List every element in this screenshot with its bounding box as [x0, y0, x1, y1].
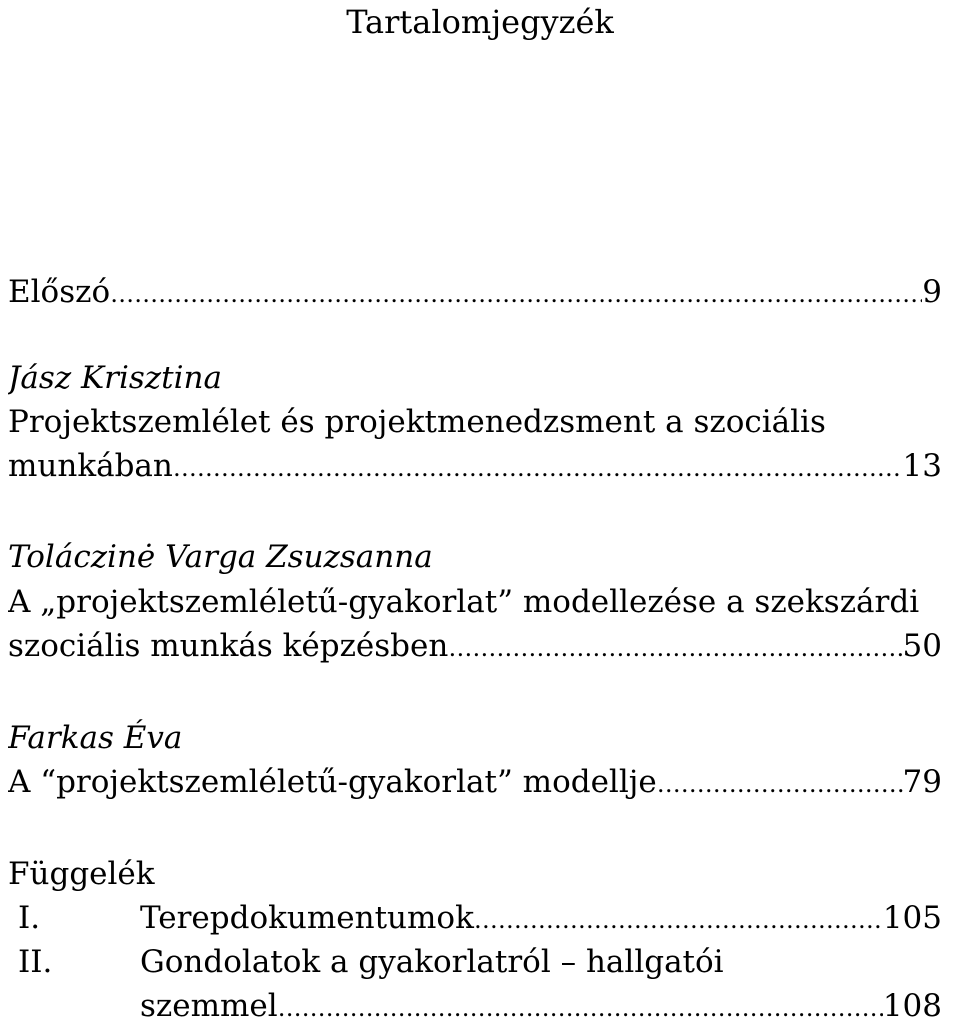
- entry-author: Toláczinė Varga Zsuzsanna: [8, 539, 433, 575]
- entry-author: Jász Krisztina: [8, 360, 222, 396]
- entry-title-cont: szociális munkás képzésben: [8, 628, 449, 664]
- dot-leader: [110, 272, 922, 314]
- page-title: Tartalomjegyzék: [346, 3, 614, 41]
- dot-leader: [173, 446, 903, 488]
- page-number: 108: [882, 988, 942, 1024]
- entry-author: Farkas Éva: [8, 720, 183, 756]
- appendix-item-number: I.: [18, 900, 41, 936]
- dot-leader: [657, 762, 903, 804]
- entry-title-cont: munkában: [8, 448, 173, 484]
- toc-entry-chapter-3: [8, 760, 942, 804]
- dot-leader: [474, 898, 883, 940]
- appendix-item-number: II.: [18, 944, 53, 980]
- dot-leader: [278, 986, 883, 1028]
- appendix-heading: Függelék: [8, 856, 155, 892]
- entry-title: A „projektszemléletű-gyakorlat” modellezése a szekszárdi: [8, 584, 920, 620]
- toc-entry-chapter-2: [8, 624, 942, 668]
- entry-title-cont: szemmel: [140, 988, 278, 1024]
- entry-title: Terepdokumentumok: [140, 900, 474, 936]
- page-number: 9: [922, 274, 942, 310]
- page-number: 13: [902, 448, 942, 484]
- toc-entry-appendix-2: [140, 984, 942, 1028]
- toc-entry-chapter-1: [8, 444, 942, 488]
- entry-title: Projektszemlélet és projektmenedzsment a szociális: [8, 404, 826, 440]
- page-number: 105: [882, 900, 942, 936]
- entry-title: Előszó: [8, 274, 111, 310]
- dot-leader: [448, 626, 902, 668]
- toc-entry-foreword: [8, 270, 942, 314]
- toc-entry-appendix-1: [140, 896, 942, 940]
- page-number: 79: [902, 764, 942, 800]
- entry-title: Gondolatok a gyakorlatról – hallgatói: [140, 944, 724, 980]
- page-number: 50: [902, 628, 942, 664]
- entry-title: A “projektszemléletű-gyakorlat” modellje: [8, 764, 657, 800]
